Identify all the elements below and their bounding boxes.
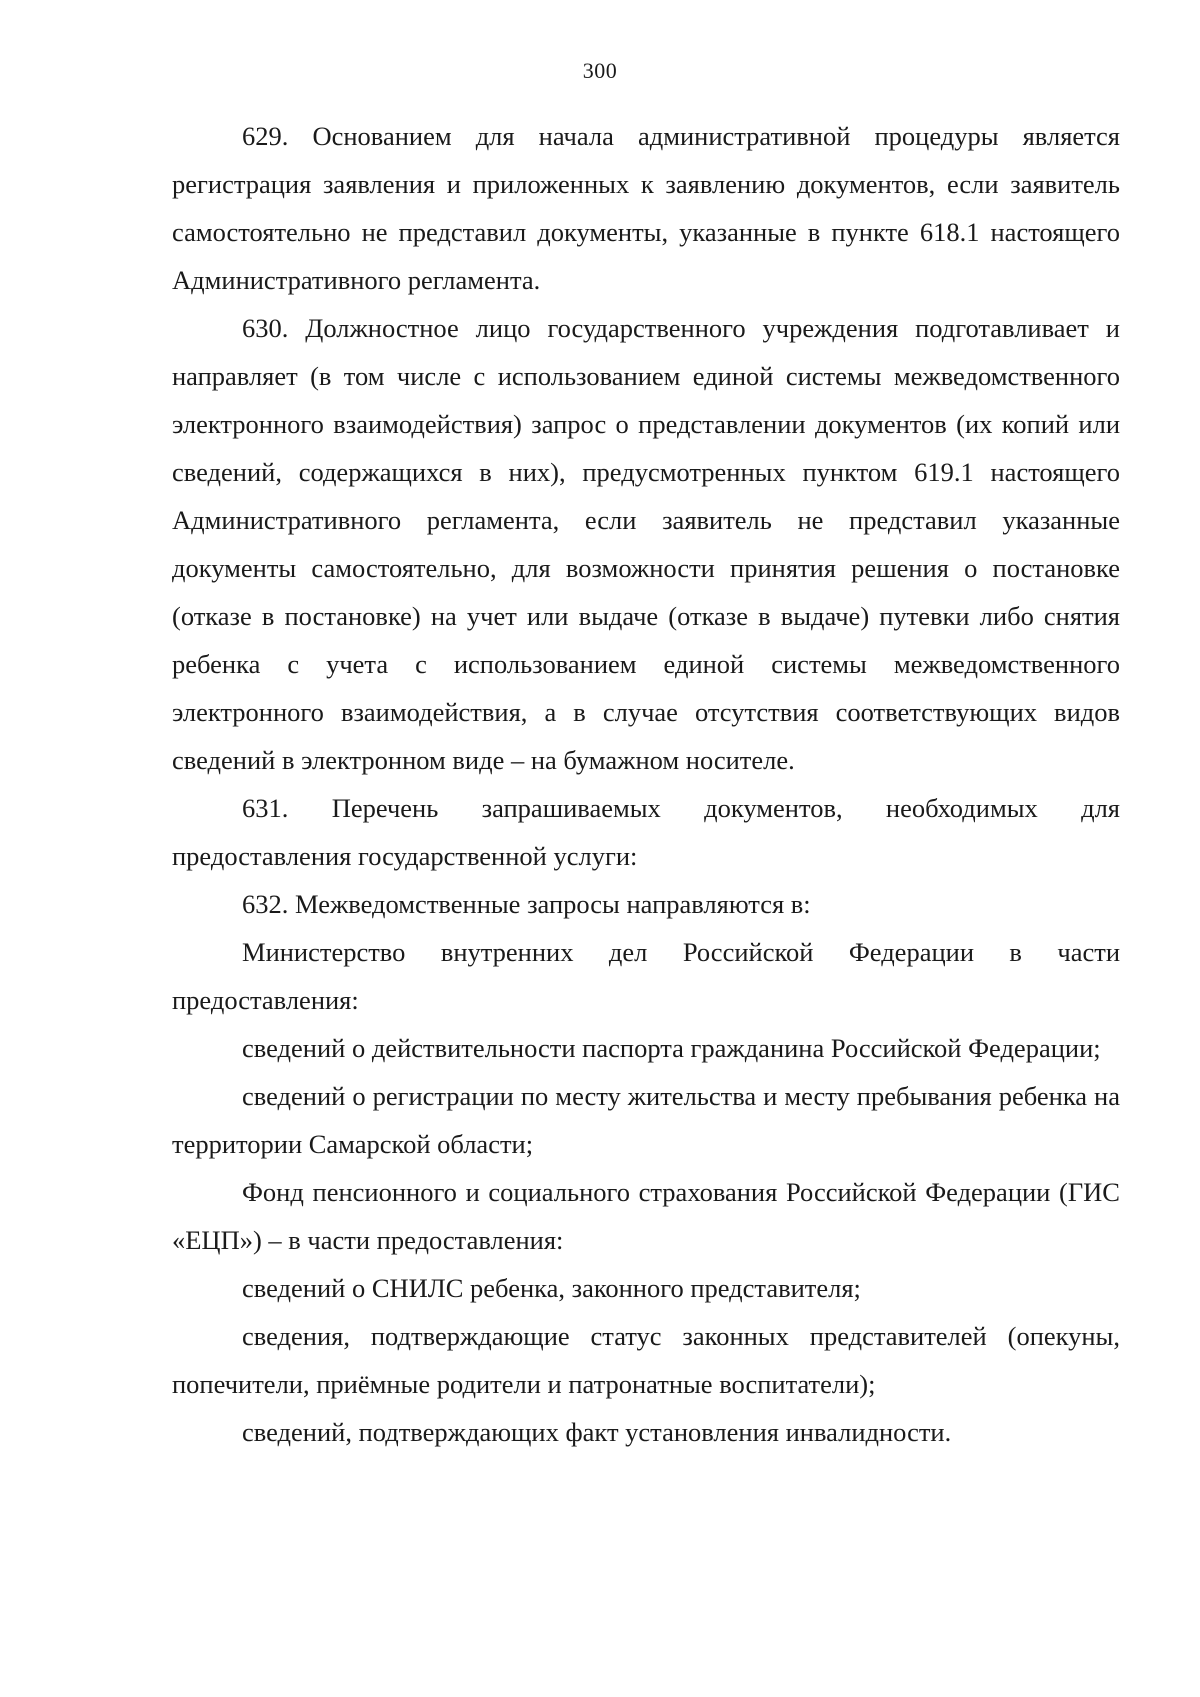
paragraph-631: 631. Перечень запрашиваемых документов, необходимых для предоставления государственной услуги: (172, 793, 1120, 871)
page-number: 300 (582, 58, 618, 83)
paragraph-632: 632. Межведомственные запросы направляются в: (242, 889, 811, 919)
paragraph-snils: сведений о СНИЛС ребенка, законного представителя; (242, 1273, 861, 1303)
paragraph-mvd: Министерство внутренних дел Российской Федерации в части предоставления: (172, 937, 1120, 1015)
document-body (172, 112, 1120, 1456)
paragraph-guardians: сведения, подтверждающие статус законных представителей (опекуны, попечители, приёмные родители и патронатные воспитатели); (172, 1321, 1120, 1399)
paragraph-registration: сведений о регистрации по месту жительства и месту пребывания ребенка на территории Самарской области; (172, 1081, 1120, 1159)
paragraph-sfr: Фонд пенсионного и социального страхования Российской Федерации (ГИС «ЕЦП») – в части предоставления: (172, 1177, 1120, 1255)
paragraph-629: 629. Основанием для начала административной процедуры является регистрация заявления и приложенных к заявлению документов, если заявитель самостоятельно не представил документы, указанные в пункте 618.1 настоящего Административного регламента. (172, 121, 1120, 295)
paragraph-disability: сведений, подтверждающих факт установления инвалидности. (242, 1417, 952, 1447)
paragraph-630: 630. Должностное лицо государственного учреждения подготавливает и направляет (в том числе с использованием единой системы межведомственного электронного взаимодействия) запрос о представлении документов (их копий или сведений, содержащихся в них), предусмотренных пунктом 619.1 настоящего Административного регламента, если заявитель не представил указанные документы самостоятельно, для возможности принятия решения о постановке (отказе в постановке) на учет или выдаче (отказе в выдаче) путевки либо снятия ребенка с учета с использованием единой системы межведомственного электронного взаимодействия, а в случае отсутствия соответствующих видов сведений в электронном виде – на бумажном носителе. (172, 313, 1120, 775)
paragraph-passport: сведений о действительности паспорта гражданина Российской Федерации; (242, 1033, 1101, 1063)
